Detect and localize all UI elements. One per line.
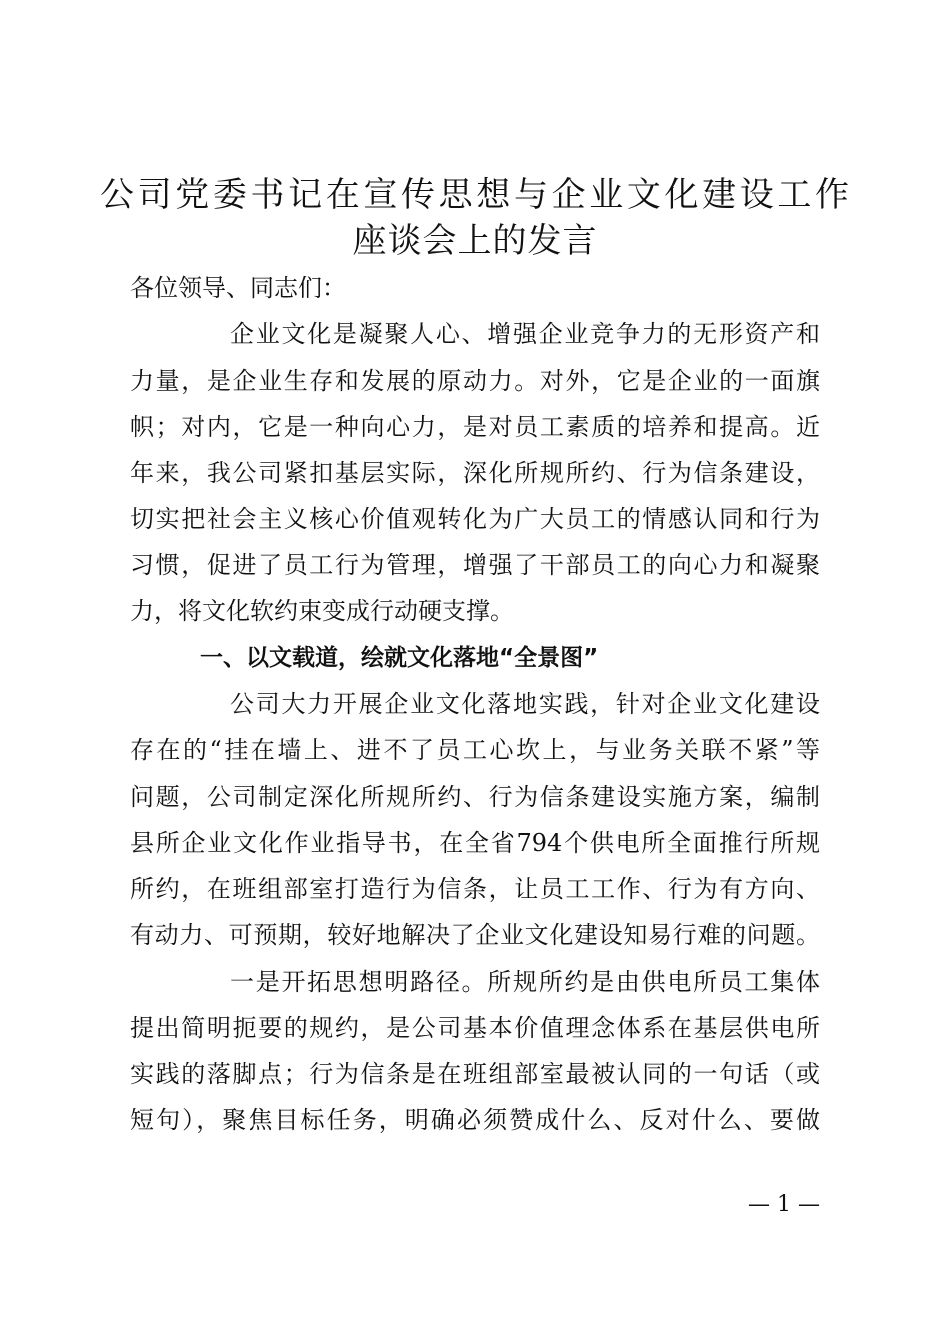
section-paragraph-line: 所约，在班组部室打造行为信条，让员工工作、行为有方向、 xyxy=(130,875,820,903)
section-heading: 一、以文载道，绘就文化落地“全景图” xyxy=(200,645,599,671)
point-paragraph-line: 提出简明扼要的规约，是公司基本价值理念体系在基层供电所 xyxy=(130,1014,820,1042)
intro-paragraph-line: 力，将文化软约束变成行动硬支撑。 xyxy=(130,597,514,625)
section-paragraph-line: 公司大力开展企业文化落地实践，针对企业文化建设 xyxy=(230,690,820,718)
point-paragraph-line: 短句），聚焦目标任务，明确必须赞成什么、反对什么、要做 xyxy=(130,1106,820,1134)
document-title-line-1: 公司党委书记在宣传思想与企业文化建设工作 xyxy=(100,175,850,215)
intro-paragraph-line: 年来，我公司紧扣基层实际，深化所规所约、行为信条建设， xyxy=(130,459,820,487)
intro-paragraph-line: 力量，是企业生存和发展的原动力。对外，它是企业的一面旗 xyxy=(130,367,820,395)
salutation: 各位领导、同志们： xyxy=(130,274,346,302)
document-title-line-2: 座谈会上的发言 xyxy=(352,221,598,261)
point-paragraph-line: 一是开拓思想明路径。所规所约是由供电所员工集体 xyxy=(230,968,820,996)
section-paragraph-line: 有动力、可预期，较好地解决了企业文化建设知易行难的问题。 xyxy=(130,921,820,949)
page-number: — 1 — xyxy=(748,1192,820,1217)
section-paragraph-line: 问题，公司制定深化所规所约、行为信条建设实施方案，编制 xyxy=(130,783,820,811)
section-paragraph-line: 存在的“挂在墙上、进不了员工心坎上，与业务关联不紧”等 xyxy=(130,736,820,764)
point-paragraph-line: 实践的落脚点；行为信条是在班组部室最被认同的一句话（或 xyxy=(130,1060,820,1088)
intro-paragraph-line: 习惯，促进了员工行为管理，增强了干部员工的向心力和凝聚 xyxy=(130,551,820,579)
intro-paragraph-line: 企业文化是凝聚人心、增强企业竞争力的无形资产和 xyxy=(230,320,820,348)
intro-paragraph-line: 切实把社会主义核心价值观转化为广大员工的情感认同和行为 xyxy=(130,505,820,533)
section-paragraph-line: 县所企业文化作业指导书，在全省794个供电所全面推行所规 xyxy=(130,829,820,857)
intro-paragraph-line: 帜；对内，它是一种向心力，是对员工素质的培养和提高。近 xyxy=(130,413,820,441)
